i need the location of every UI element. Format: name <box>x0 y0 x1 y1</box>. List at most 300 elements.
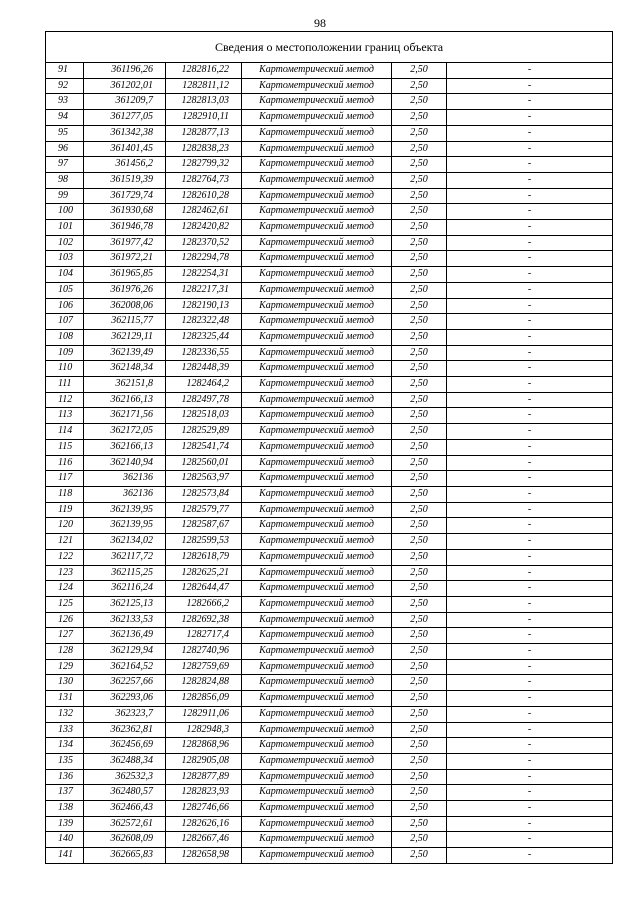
point-number-cell: 135 <box>46 753 84 769</box>
accuracy-cell: 2,50 <box>392 486 447 502</box>
accuracy-cell: 2,50 <box>392 565 447 581</box>
method-cell: Картометрический метод <box>242 816 392 832</box>
method-cell: Картометрический метод <box>242 628 392 644</box>
x-coordinate-cell: 362117,72 <box>84 549 166 565</box>
accuracy-cell: 2,50 <box>392 612 447 628</box>
table-row <box>46 392 613 408</box>
point-number-cell: 93 <box>46 94 84 110</box>
y-coordinate-cell: 1282816,22 <box>166 63 242 79</box>
x-coordinate-cell: 362008,06 <box>84 298 166 314</box>
point-number-cell: 123 <box>46 565 84 581</box>
x-coordinate-cell: 362164,52 <box>84 659 166 675</box>
note-cell: - <box>447 518 613 534</box>
note-cell: - <box>447 188 613 204</box>
y-coordinate-cell: 1282811,12 <box>166 78 242 94</box>
y-coordinate-cell: 1282626,16 <box>166 816 242 832</box>
y-coordinate-cell: 1282618,79 <box>166 549 242 565</box>
boundary-coordinates-table <box>45 31 613 864</box>
table-row <box>46 455 613 471</box>
y-coordinate-cell: 1282911,06 <box>166 706 242 722</box>
point-number-cell: 111 <box>46 377 84 393</box>
point-number-cell: 134 <box>46 738 84 754</box>
y-coordinate-cell: 1282464,2 <box>166 377 242 393</box>
x-coordinate-cell: 362151,8 <box>84 377 166 393</box>
table-row <box>46 471 613 487</box>
y-coordinate-cell: 1282587,67 <box>166 518 242 534</box>
note-cell: - <box>447 361 613 377</box>
note-cell: - <box>447 706 613 722</box>
note-cell: - <box>447 691 613 707</box>
table-row <box>46 251 613 267</box>
accuracy-cell: 2,50 <box>392 78 447 94</box>
method-cell: Картометрический метод <box>242 78 392 94</box>
method-cell: Картометрический метод <box>242 518 392 534</box>
accuracy-cell: 2,50 <box>392 722 447 738</box>
note-cell: - <box>447 832 613 848</box>
point-number-cell: 116 <box>46 455 84 471</box>
table-row <box>46 282 613 298</box>
method-cell: Картометрический метод <box>242 644 392 660</box>
point-number-cell: 96 <box>46 141 84 157</box>
point-number-cell: 108 <box>46 329 84 345</box>
point-number-cell: 122 <box>46 549 84 565</box>
table-row <box>46 267 613 283</box>
accuracy-cell: 2,50 <box>392 738 447 754</box>
point-number-cell: 118 <box>46 486 84 502</box>
point-number-cell: 101 <box>46 220 84 236</box>
table-row <box>46 439 613 455</box>
x-coordinate-cell: 362323,7 <box>84 706 166 722</box>
y-coordinate-cell: 1282322,48 <box>166 314 242 330</box>
x-coordinate-cell: 362166,13 <box>84 439 166 455</box>
table-row <box>46 738 613 754</box>
table-row <box>46 172 613 188</box>
point-number-cell: 129 <box>46 659 84 675</box>
y-coordinate-cell: 1282764,73 <box>166 172 242 188</box>
method-cell: Картометрический метод <box>242 785 392 801</box>
point-number-cell: 113 <box>46 408 84 424</box>
y-coordinate-cell: 1282905,08 <box>166 753 242 769</box>
table-title: Сведения о местоположении границ объекта <box>46 32 613 63</box>
accuracy-cell: 2,50 <box>392 675 447 691</box>
method-cell: Картометрический метод <box>242 110 392 126</box>
point-number-cell: 105 <box>46 282 84 298</box>
y-coordinate-cell: 1282541,74 <box>166 439 242 455</box>
method-cell: Картометрический метод <box>242 220 392 236</box>
table-row <box>46 110 613 126</box>
point-number-cell: 126 <box>46 612 84 628</box>
y-coordinate-cell: 1282746,66 <box>166 801 242 817</box>
x-coordinate-cell: 361977,42 <box>84 235 166 251</box>
point-number-cell: 114 <box>46 424 84 440</box>
accuracy-cell: 2,50 <box>392 471 447 487</box>
y-coordinate-cell: 1282692,38 <box>166 612 242 628</box>
accuracy-cell: 2,50 <box>392 314 447 330</box>
method-cell: Картометрический метод <box>242 392 392 408</box>
y-coordinate-cell: 1282370,52 <box>166 235 242 251</box>
accuracy-cell: 2,50 <box>392 188 447 204</box>
y-coordinate-cell: 1282254,31 <box>166 267 242 283</box>
method-cell: Картометрический метод <box>242 408 392 424</box>
table-row <box>46 502 613 518</box>
x-coordinate-cell: 362125,13 <box>84 596 166 612</box>
y-coordinate-cell: 1282529,89 <box>166 424 242 440</box>
note-cell: - <box>447 801 613 817</box>
x-coordinate-cell: 362139,95 <box>84 518 166 534</box>
table-row <box>46 612 613 628</box>
x-coordinate-cell: 362572,61 <box>84 816 166 832</box>
method-cell: Картометрический метод <box>242 549 392 565</box>
x-coordinate-cell: 362139,49 <box>84 345 166 361</box>
note-cell: - <box>447 251 613 267</box>
y-coordinate-cell: 1282666,2 <box>166 596 242 612</box>
y-coordinate-cell: 1282518,03 <box>166 408 242 424</box>
point-number-cell: 110 <box>46 361 84 377</box>
method-cell: Картометрический метод <box>242 722 392 738</box>
accuracy-cell: 2,50 <box>392 769 447 785</box>
accuracy-cell: 2,50 <box>392 691 447 707</box>
table-row <box>46 565 613 581</box>
y-coordinate-cell: 1282462,61 <box>166 204 242 220</box>
accuracy-cell: 2,50 <box>392 549 447 565</box>
note-cell: - <box>447 486 613 502</box>
accuracy-cell: 2,50 <box>392 267 447 283</box>
method-cell: Картометрический метод <box>242 848 392 864</box>
point-number-cell: 117 <box>46 471 84 487</box>
note-cell: - <box>447 220 613 236</box>
x-coordinate-cell: 362166,13 <box>84 392 166 408</box>
y-coordinate-cell: 1282948,3 <box>166 722 242 738</box>
note-cell: - <box>447 549 613 565</box>
x-coordinate-cell: 362532,3 <box>84 769 166 785</box>
accuracy-cell: 2,50 <box>392 392 447 408</box>
x-coordinate-cell: 361196,26 <box>84 63 166 79</box>
x-coordinate-cell: 362456,69 <box>84 738 166 754</box>
accuracy-cell: 2,50 <box>392 204 447 220</box>
y-coordinate-cell: 1282579,77 <box>166 502 242 518</box>
accuracy-cell: 2,50 <box>392 502 447 518</box>
accuracy-cell: 2,50 <box>392 581 447 597</box>
y-coordinate-cell: 1282824,88 <box>166 675 242 691</box>
method-cell: Картометрический метод <box>242 612 392 628</box>
accuracy-cell: 2,50 <box>392 329 447 345</box>
method-cell: Картометрический метод <box>242 471 392 487</box>
x-coordinate-cell: 361209,7 <box>84 94 166 110</box>
point-number-cell: 98 <box>46 172 84 188</box>
point-number-cell: 125 <box>46 596 84 612</box>
accuracy-cell: 2,50 <box>392 282 447 298</box>
accuracy-cell: 2,50 <box>392 298 447 314</box>
note-cell: - <box>447 753 613 769</box>
point-number-cell: 136 <box>46 769 84 785</box>
y-coordinate-cell: 1282325,44 <box>166 329 242 345</box>
point-number-cell: 92 <box>46 78 84 94</box>
x-coordinate-cell: 361202,01 <box>84 78 166 94</box>
x-coordinate-cell: 361342,38 <box>84 125 166 141</box>
accuracy-cell: 2,50 <box>392 141 447 157</box>
note-cell: - <box>447 345 613 361</box>
point-number-cell: 97 <box>46 157 84 173</box>
y-coordinate-cell: 1282799,32 <box>166 157 242 173</box>
table-row <box>46 63 613 79</box>
accuracy-cell: 2,50 <box>392 534 447 550</box>
point-number-cell: 140 <box>46 832 84 848</box>
accuracy-cell: 2,50 <box>392 832 447 848</box>
y-coordinate-cell: 1282644,47 <box>166 581 242 597</box>
accuracy-cell: 2,50 <box>392 361 447 377</box>
accuracy-cell: 2,50 <box>392 377 447 393</box>
method-cell: Картометрический метод <box>242 801 392 817</box>
table-row <box>46 769 613 785</box>
x-coordinate-cell: 361277,05 <box>84 110 166 126</box>
note-cell: - <box>447 455 613 471</box>
table-row <box>46 753 613 769</box>
method-cell: Картометрический метод <box>242 314 392 330</box>
note-cell: - <box>447 644 613 660</box>
note-cell: - <box>447 314 613 330</box>
accuracy-cell: 2,50 <box>392 157 447 173</box>
method-cell: Картометрический метод <box>242 486 392 502</box>
x-coordinate-cell: 362116,24 <box>84 581 166 597</box>
note-cell: - <box>447 565 613 581</box>
note-cell: - <box>447 628 613 644</box>
accuracy-cell: 2,50 <box>392 235 447 251</box>
y-coordinate-cell: 1282420,82 <box>166 220 242 236</box>
note-cell: - <box>447 298 613 314</box>
y-coordinate-cell: 1282856,09 <box>166 691 242 707</box>
point-number-cell: 102 <box>46 235 84 251</box>
y-coordinate-cell: 1282658,98 <box>166 848 242 864</box>
table-row <box>46 785 613 801</box>
point-number-cell: 115 <box>46 439 84 455</box>
x-coordinate-cell: 362148,34 <box>84 361 166 377</box>
x-coordinate-cell: 362480,57 <box>84 785 166 801</box>
table-row <box>46 659 613 675</box>
note-cell: - <box>447 722 613 738</box>
note-cell: - <box>447 392 613 408</box>
method-cell: Картометрический метод <box>242 282 392 298</box>
x-coordinate-cell: 362608,09 <box>84 832 166 848</box>
x-coordinate-cell: 362665,83 <box>84 848 166 864</box>
y-coordinate-cell: 1282560,01 <box>166 455 242 471</box>
point-number-cell: 109 <box>46 345 84 361</box>
method-cell: Картометрический метод <box>242 439 392 455</box>
note-cell: - <box>447 235 613 251</box>
table-row <box>46 377 613 393</box>
note-cell: - <box>447 471 613 487</box>
note-cell: - <box>447 63 613 79</box>
accuracy-cell: 2,50 <box>392 848 447 864</box>
table-row <box>46 691 613 707</box>
x-coordinate-cell: 362171,56 <box>84 408 166 424</box>
x-coordinate-cell: 362172,05 <box>84 424 166 440</box>
x-coordinate-cell: 362362,81 <box>84 722 166 738</box>
note-cell: - <box>447 581 613 597</box>
point-number-cell: 106 <box>46 298 84 314</box>
table-row <box>46 125 613 141</box>
table-row <box>46 78 613 94</box>
table-row <box>46 628 613 644</box>
note-cell: - <box>447 408 613 424</box>
x-coordinate-cell: 361519,39 <box>84 172 166 188</box>
note-cell: - <box>447 769 613 785</box>
table-row <box>46 361 613 377</box>
accuracy-cell: 2,50 <box>392 628 447 644</box>
note-cell: - <box>447 78 613 94</box>
y-coordinate-cell: 1282868,96 <box>166 738 242 754</box>
method-cell: Картометрический метод <box>242 565 392 581</box>
point-number-cell: 91 <box>46 63 84 79</box>
point-number-cell: 133 <box>46 722 84 738</box>
accuracy-cell: 2,50 <box>392 251 447 267</box>
point-number-cell: 100 <box>46 204 84 220</box>
x-coordinate-cell: 362136 <box>84 471 166 487</box>
note-cell: - <box>447 204 613 220</box>
method-cell: Картометрический метод <box>242 172 392 188</box>
note-cell: - <box>447 141 613 157</box>
accuracy-cell: 2,50 <box>392 94 447 110</box>
x-coordinate-cell: 362466,43 <box>84 801 166 817</box>
accuracy-cell: 2,50 <box>392 172 447 188</box>
point-number-cell: 107 <box>46 314 84 330</box>
x-coordinate-cell: 361976,26 <box>84 282 166 298</box>
point-number-cell: 94 <box>46 110 84 126</box>
note-cell: - <box>447 110 613 126</box>
table-title-row <box>46 32 613 63</box>
accuracy-cell: 2,50 <box>392 125 447 141</box>
y-coordinate-cell: 1282294,78 <box>166 251 242 267</box>
note-cell: - <box>447 424 613 440</box>
point-number-cell: 112 <box>46 392 84 408</box>
point-number-cell: 131 <box>46 691 84 707</box>
point-number-cell: 137 <box>46 785 84 801</box>
point-number-cell: 139 <box>46 816 84 832</box>
accuracy-cell: 2,50 <box>392 345 447 361</box>
x-coordinate-cell: 362293,06 <box>84 691 166 707</box>
point-number-cell: 120 <box>46 518 84 534</box>
y-coordinate-cell: 1282336,55 <box>166 345 242 361</box>
accuracy-cell: 2,50 <box>392 644 447 660</box>
point-number-cell: 132 <box>46 706 84 722</box>
method-cell: Картометрический метод <box>242 125 392 141</box>
y-coordinate-cell: 1282740,96 <box>166 644 242 660</box>
table-row <box>46 235 613 251</box>
table-row <box>46 706 613 722</box>
table-row <box>46 141 613 157</box>
note-cell: - <box>447 282 613 298</box>
accuracy-cell: 2,50 <box>392 220 447 236</box>
point-number-cell: 104 <box>46 267 84 283</box>
table-row <box>46 549 613 565</box>
accuracy-cell: 2,50 <box>392 659 447 675</box>
method-cell: Картометрический метод <box>242 596 392 612</box>
x-coordinate-cell: 362139,95 <box>84 502 166 518</box>
method-cell: Картометрический метод <box>242 94 392 110</box>
table-row <box>46 424 613 440</box>
table-row <box>46 314 613 330</box>
x-coordinate-cell: 362115,25 <box>84 565 166 581</box>
method-cell: Картометрический метод <box>242 251 392 267</box>
table-row <box>46 220 613 236</box>
y-coordinate-cell: 1282877,13 <box>166 125 242 141</box>
x-coordinate-cell: 362488,34 <box>84 753 166 769</box>
y-coordinate-cell: 1282625,21 <box>166 565 242 581</box>
note-cell: - <box>447 596 613 612</box>
y-coordinate-cell: 1282217,31 <box>166 282 242 298</box>
x-coordinate-cell: 362129,11 <box>84 329 166 345</box>
x-coordinate-cell: 361965,85 <box>84 267 166 283</box>
accuracy-cell: 2,50 <box>392 518 447 534</box>
method-cell: Картометрический метод <box>242 235 392 251</box>
table-row <box>46 722 613 738</box>
y-coordinate-cell: 1282610,28 <box>166 188 242 204</box>
table-row <box>46 832 613 848</box>
table-row <box>46 486 613 502</box>
method-cell: Картометрический метод <box>242 361 392 377</box>
method-cell: Картометрический метод <box>242 157 392 173</box>
note-cell: - <box>447 125 613 141</box>
accuracy-cell: 2,50 <box>392 816 447 832</box>
table-row <box>46 204 613 220</box>
y-coordinate-cell: 1282813,03 <box>166 94 242 110</box>
method-cell: Картометрический метод <box>242 738 392 754</box>
table-row <box>46 329 613 345</box>
y-coordinate-cell: 1282759,69 <box>166 659 242 675</box>
y-coordinate-cell: 1282190,13 <box>166 298 242 314</box>
x-coordinate-cell: 361401,45 <box>84 141 166 157</box>
method-cell: Картометрический метод <box>242 502 392 518</box>
point-number-cell: 128 <box>46 644 84 660</box>
x-coordinate-cell: 361930,68 <box>84 204 166 220</box>
x-coordinate-cell: 362257,66 <box>84 675 166 691</box>
accuracy-cell: 2,50 <box>392 439 447 455</box>
y-coordinate-cell: 1282563,97 <box>166 471 242 487</box>
x-coordinate-cell: 361456,2 <box>84 157 166 173</box>
accuracy-cell: 2,50 <box>392 801 447 817</box>
method-cell: Картометрический метод <box>242 706 392 722</box>
method-cell: Картометрический метод <box>242 424 392 440</box>
note-cell: - <box>447 675 613 691</box>
method-cell: Картометрический метод <box>242 675 392 691</box>
method-cell: Картометрический метод <box>242 832 392 848</box>
table-row <box>46 298 613 314</box>
accuracy-cell: 2,50 <box>392 706 447 722</box>
method-cell: Картометрический метод <box>242 188 392 204</box>
table-row <box>46 94 613 110</box>
x-coordinate-cell: 362129,94 <box>84 644 166 660</box>
y-coordinate-cell: 1282717,4 <box>166 628 242 644</box>
accuracy-cell: 2,50 <box>392 455 447 471</box>
point-number-cell: 95 <box>46 125 84 141</box>
accuracy-cell: 2,50 <box>392 408 447 424</box>
table-row <box>46 596 613 612</box>
table-row <box>46 675 613 691</box>
table-row <box>46 581 613 597</box>
y-coordinate-cell: 1282448,39 <box>166 361 242 377</box>
table-row <box>46 408 613 424</box>
note-cell: - <box>447 785 613 801</box>
page-number: 98 <box>314 16 326 30</box>
method-cell: Картометрический метод <box>242 581 392 597</box>
point-number-cell: 103 <box>46 251 84 267</box>
note-cell: - <box>447 738 613 754</box>
table-row <box>46 644 613 660</box>
table-row <box>46 534 613 550</box>
x-coordinate-cell: 362133,53 <box>84 612 166 628</box>
note-cell: - <box>447 172 613 188</box>
accuracy-cell: 2,50 <box>392 110 447 126</box>
table-row <box>46 518 613 534</box>
